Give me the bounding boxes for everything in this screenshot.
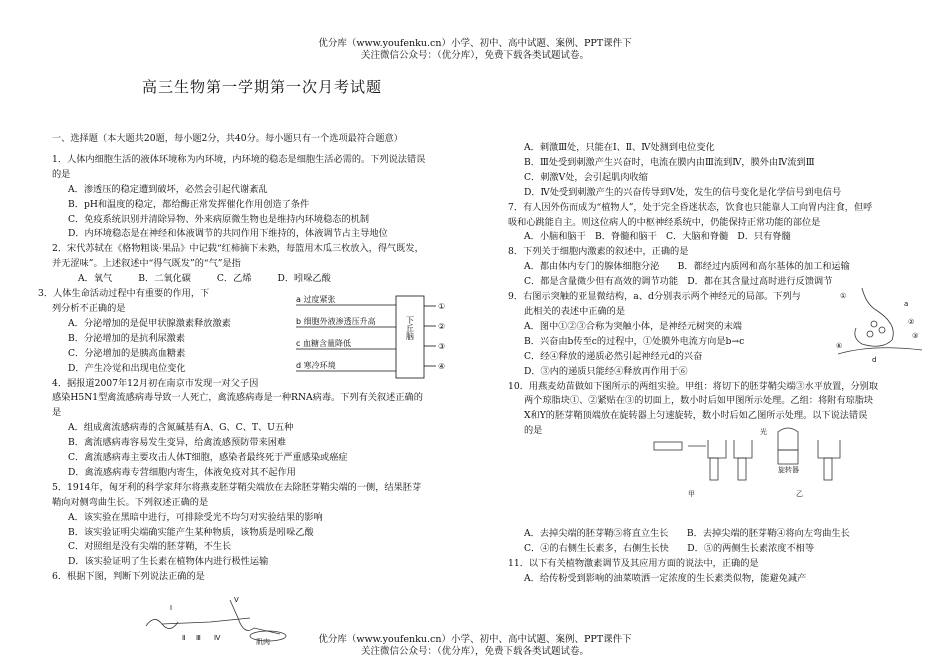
svg-text:⑥: ⑥ <box>836 342 843 350</box>
q6-stem: 6．根据下图，判断下列说法正确的是 <box>52 571 205 583</box>
q10-stem: 10．用燕麦幼苗做如下图所示的两组实验。甲组：将切下的胚芽鞘尖端③水平放置，分别取 <box>508 380 879 392</box>
q9-stem-2: 此相关的表述中正确的是 <box>524 305 626 317</box>
flow-input-d: d 寒冷环境 <box>296 361 336 370</box>
mark-iii: Ⅲ <box>196 634 201 642</box>
q7-options: A．小脑和脑干 B．脊髓和脑干 C．大脑和脊髓 D．只有脊髓 <box>524 231 791 243</box>
q2-options <box>52 272 452 287</box>
svg-text:①: ① <box>840 292 847 300</box>
svg-text:②: ② <box>908 318 915 326</box>
q1-option-a: A．渗透压的稳定遭到破坏，必然会引起代谢紊乱 <box>68 183 268 195</box>
jia-label: 甲 <box>688 490 695 498</box>
q2-option-d: D．吲哚乙酸 <box>277 273 331 285</box>
mark-v: Ⅴ <box>234 596 239 604</box>
q10-options-ab: A．去掉尖端的胚芽鞘⑤将直立生长 B．去掉尖端的胚芽鞘④将向左弯曲生长 <box>524 528 850 540</box>
q10-stem-2: 两个琼脂块①、②紧贴在③的切面上，数小时后如甲图所示处理。乙组：将附有琼脂块 <box>524 395 874 407</box>
section-heading: 一、选择题（本大题共20题，每小题2分，共40分。每小题只有一个选项最符合题意） <box>52 133 403 144</box>
q5-option-a: A．该实验在黑暗中进行，可排除受光不均匀对实验结果的影响 <box>68 511 323 523</box>
q4-stem: 4．据报道2007年12月初在南京市发现一对父子因 <box>52 377 259 389</box>
header-line-1: 优分库（www.youfenku.cn）小学、初中、高中试题、案例、PPT课件下 <box>318 38 632 49</box>
synapse-figure <box>832 284 932 364</box>
q2-option-a: A．氧气 <box>78 273 113 285</box>
q3-option-b: B．分泌增加的是抗利尿激素 <box>68 332 186 344</box>
q7-stem: 7．有人因外伤而成为“植物人”，处于完全昏迷状态，饮食也只能靠人工向胃内注食，但呼 <box>508 201 873 213</box>
q7-stem-2: 吸和心跳能自主。则这位病人的中枢神经系统中，仍能保持正常功能的部位是 <box>508 216 821 228</box>
footer <box>0 634 950 658</box>
muscle-label: 肌肉 <box>256 638 270 646</box>
svg-text:d: d <box>872 356 877 364</box>
footer-line-2: 关注微信公众号：（优分库），免费下载各类试题试卷。 <box>360 646 589 657</box>
flow-input-a: a 过度紧张 <box>296 295 336 304</box>
flow-center-label: 下丘脑 <box>405 316 415 340</box>
q5-option-c: C．对照组是没有尖端的胚芽鞘，不生长 <box>68 541 232 553</box>
q5-option-d: D．该实验证明了生长素在植物体内进行极性运输 <box>68 556 269 568</box>
q3-option-c: C．分泌增加的是胰高血糖素 <box>68 347 186 359</box>
q5-stem: 5．1914年，匈牙利的科学家拜尔将燕麦胚芽鞘尖端放在去除胚芽鞘尖端的一侧，结果胚芽 <box>52 481 422 493</box>
q6-option-a: A．刺激Ⅲ处，只能在Ⅰ、Ⅱ、Ⅳ处测到电位变化 <box>524 142 715 153</box>
flow-output-2: ② <box>438 322 446 331</box>
q8-stem: 8．下列关于细胞内激素的叙述中，正确的是 <box>508 246 689 258</box>
q4-stem-3: 是 <box>52 407 62 419</box>
q10-stem-4: 的是 <box>524 425 543 437</box>
q1-option-c: C．免疫系统识别并清除异物、外来病原微生物也是维持内环境稳态的机制 <box>68 213 370 225</box>
q4-option-d: D．禽流感病毒专营细胞内寄生，体液免疫对其不起作用 <box>68 466 296 478</box>
footer-line-1: 优分库（www.youfenku.cn）小学、初中、高中试题、案例、PPT课件下 <box>318 634 632 645</box>
q10-stem-3: X和Y的胚芽鞘顶端放在旋转器上匀速旋转，数小时后如乙图所示处理。以下说法错误 <box>524 410 868 422</box>
q5-option-b: B．该实验证明尖端确实能产生某种物质，该物质是吲哚乙酸 <box>68 526 314 538</box>
mark-ii: Ⅱ <box>182 634 186 642</box>
q9-option-a: A．图中①②③合称为突触小体，是神经元树突的末端 <box>524 320 742 332</box>
q2-stem: 2．宋代苏轼在《格物粗谈·果品》中记载“红柿摘下未熟，每篮用木瓜三枚放入，得气既发， <box>52 243 424 255</box>
q6-option-b: B．Ⅲ处受到刺激产生兴奋时，电流在膜内由Ⅲ流到Ⅳ，膜外由Ⅳ流到Ⅲ <box>524 156 815 168</box>
mark-iv: Ⅳ <box>214 634 221 642</box>
svg-text:a: a <box>904 300 909 308</box>
q3-stem-2: 列分析不正确的是 <box>52 302 126 314</box>
flow-output-4: ④ <box>438 362 446 371</box>
q11-option-a: A．给传粉受到影响的油菜喷洒一定浓度的生长素类似物，能避免减产 <box>524 572 807 584</box>
q10-options-cd: C．④的右侧生长素多，右侧生长快 D．⑤的两侧生长素浓度不相等 <box>524 543 815 555</box>
q3-option-a: A．分泌增加的是促甲状腺激素释放激素 <box>68 317 231 329</box>
q4-stem-2: 感染H5N1型禽流感病毒导致一人死亡，禽流感病毒是一种RNA病毒。下列有关叙述正确的 <box>52 392 423 404</box>
q8-options-ab: A．都由体内专门的腺体细胞分泌 B．都经过内质网和高尔基体的加工和运输 <box>524 261 850 273</box>
q8-options-cd: C．都是含量微少但有高效的调节功能 D．都在其含量过高时进行反馈调节 <box>524 276 833 288</box>
q2-option-b: B．二氧化碳 <box>138 273 191 285</box>
q9-stem: 9．右图示突触的亚显微结构，a、d分别表示两个神经元的局部。下列与 <box>508 291 801 303</box>
q11-stem: 11．以下有关植物激素调节及其应用方面的说法中，正确的是 <box>508 557 759 569</box>
flow-input-c: c 血糖含量降低 <box>296 339 351 348</box>
q1-stem: 1．人体内细胞生活的液体环境称为内环境，内环境的稳态是细胞生活必需的。下列说法错误 <box>52 153 426 165</box>
q2-stem-2: 并无涩味”。上述叙述中“得气既发”的“气”是指 <box>52 258 241 270</box>
q4-option-a: A．组成禽流感病毒的含氮碱基有A、G、C、T、U五种 <box>68 422 294 434</box>
rotator-label: 旋转器 <box>778 466 799 474</box>
header-line-2: 关注微信公众号：（优分库），免费下载各类试题试卷。 <box>360 50 589 61</box>
q1-option-b: B．pH和温度的稳定，都给酶正常发挥催化作用创造了条件 <box>68 198 310 210</box>
oat-seedling-figure <box>648 422 848 502</box>
svg-text:③: ③ <box>912 332 919 340</box>
flow-output-1: ① <box>438 302 446 311</box>
hypothalamus-diagram <box>290 290 460 380</box>
q1-option-d: D．内环境稳态是在神经和体液调节的共同作用下维持的，体液调节占主导地位 <box>68 228 388 240</box>
flow-output-3: ③ <box>438 342 446 351</box>
mark-i: Ⅰ <box>170 604 173 612</box>
q3-stem: 3．人体生命活动过程中有重要的作用，下 <box>38 288 210 300</box>
q5-stem-2: 鞘向对侧弯曲生长。下列叙述正确的是 <box>52 496 209 508</box>
q2-option-c: C．乙烯 <box>216 273 252 285</box>
q4-option-b: B．禽流感病毒容易发生变异，给禽流感预防带来困难 <box>68 437 287 449</box>
page-title: 高三生物第一学期第一次月考试题 <box>142 78 383 96</box>
q3-option-d: D．产生冷觉和出现电位变化 <box>68 362 186 374</box>
q9-option-b: B．兴奋由b传至c的过程中，①处膜外电流方向是b→c <box>524 335 745 347</box>
q9-option-d: D．③内的递质只能经④释放再作用于⑥ <box>524 365 688 377</box>
light-label: 光 <box>760 428 767 436</box>
flow-input-b: b 细胞外液渗透压升高 <box>296 317 376 326</box>
q9-option-c: C．经④释放的递质必然引起神经元d的兴奋 <box>524 350 703 362</box>
yi-label: 乙 <box>796 490 803 498</box>
q4-option-c: C．禽流感病毒主要攻击人体T细胞，感染者最终死于严重感染或癌症 <box>68 452 348 464</box>
q6-option-d: D．Ⅳ处受到刺激产生的兴奋传导到Ⅴ处，发生的信号变化是化学信号到电信号 <box>524 186 842 198</box>
header <box>0 38 950 62</box>
q1-stem-2: 的是 <box>52 168 71 180</box>
q6-option-c: C．刺激Ⅴ处，会引起肌肉收缩 <box>524 171 648 183</box>
